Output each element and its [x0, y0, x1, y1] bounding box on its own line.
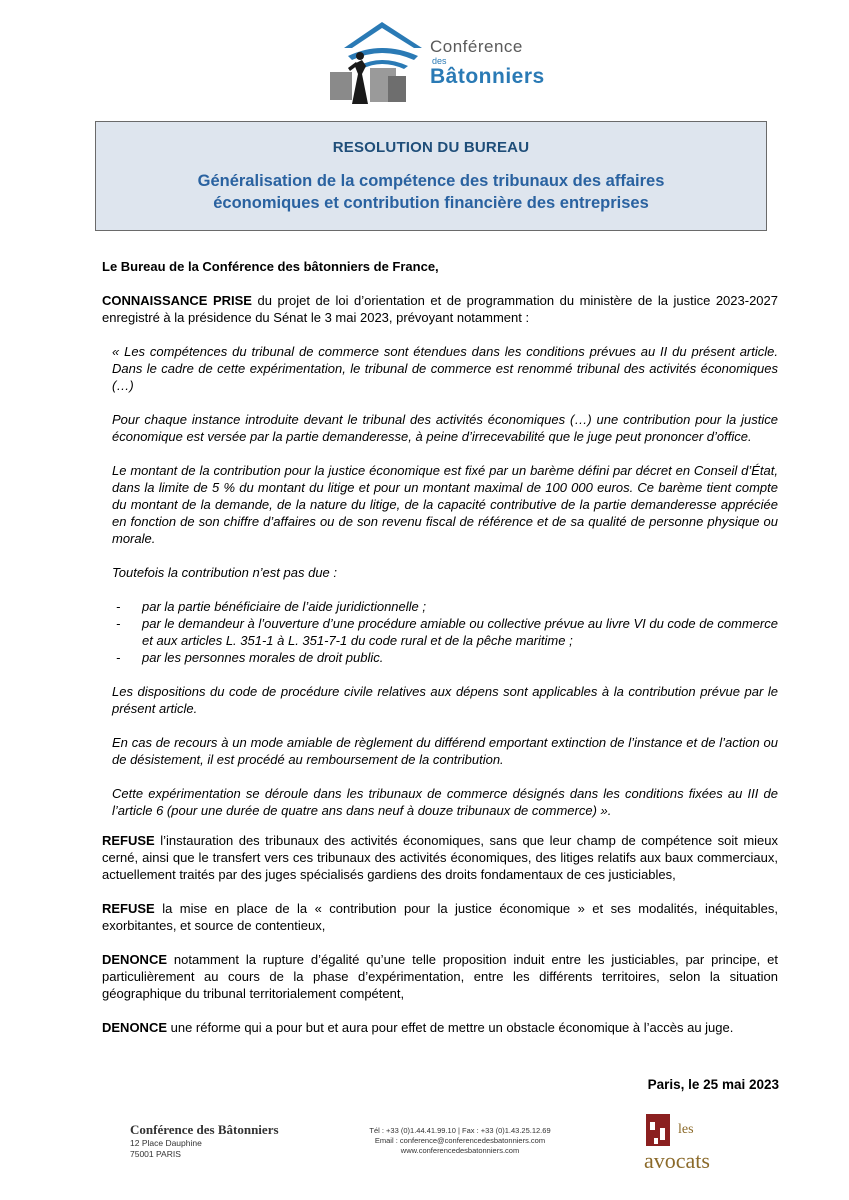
quote-paragraph-1: « Les compétences du tribunal de commerce sont étendues dans les conditions prévues au II du présent article. Dans le cadre de cette expérimentation, le tribunal de commerce est renommé tribunal des activités économiques (…)	[112, 344, 778, 393]
list-item	[102, 598, 778, 615]
quote-paragraph-7: Cette expérimentation se déroule dans les tribunaux de commerce désignés dans les conditions fixées au III de l’article 6 (pour une durée de quatre ans dans neuf à douze tribunaux de commerce) ».	[112, 786, 778, 818]
bullet-dash: -	[116, 650, 121, 665]
footer-address-block	[130, 1122, 279, 1160]
footer-email: Email : conference@conferencedesbatonniers.com	[374, 1136, 546, 1145]
quote-paragraph-4: Toutefois la contribution n’est pas due :	[112, 565, 337, 580]
logo-wordmark	[430, 38, 545, 88]
paragraph-connaissance	[102, 292, 778, 326]
bullet-text: par le demandeur à l’ouverture d’une procédure amiable ou collective prévue au livre VI du code de commerce et aux articles L. 351-1 à L. 351-7-1 du code rural et de la pêche maritime ;	[142, 616, 778, 648]
paragraph-refuse-1	[102, 832, 778, 883]
resolution-body	[102, 258, 778, 1036]
footer-address-line-1: 12 Place Dauphine	[130, 1138, 202, 1148]
footer-org-name: Conférence des Bâtonniers	[130, 1122, 279, 1137]
footer-website: www.conferencedesbatonniers.com	[400, 1146, 520, 1155]
signature-date: Paris, le 25 mai 2023	[647, 1077, 779, 1092]
paragraph-denonce-2-text: une réforme qui a pour but et aura pour effet de mettre un obstacle économique à l’accès au juge.	[167, 1020, 734, 1035]
bullet-text: par la partie bénéficiaire de l’aide juridictionnelle ;	[142, 599, 427, 614]
resolution-title-box	[95, 121, 767, 231]
quote-paragraph-6: En cas de recours à un mode amiable de règlement du différend emportant extinction de l’instance et de l’action ou de désistement, il est procédé au remboursement de la contribution.	[112, 735, 778, 767]
quote-paragraph-3: Le montant de la contribution pour la justice économique est fixé par un barème défini par décret en Conseil d’État, dans la limite de 5 % du montant du litige et pour un montant maximal de 100 000 euros. Ce barème tient compte du montant de la demande, de la nature du litige, de la capacité contributive de la partie demanderesse appréciée en fonction de son chiffre d’affaires ou de son revenu fiscal de référence et de sa qualité de personne physique ou morale.	[112, 463, 778, 546]
les-avocats-logo	[640, 1108, 750, 1180]
resolution-title: RESOLUTION DU BUREAU	[332, 139, 530, 156]
partner-line-avocats: avocats	[644, 1148, 710, 1173]
intro-line: Le Bureau de la Conférence des bâtonniers de France,	[102, 259, 439, 274]
keyword-connaissance: CONNAISSANCE PRISE	[102, 293, 252, 308]
paragraph-denonce-2	[102, 1019, 778, 1036]
quote-paragraph-2: Pour chaque instance introduite devant le tribunal des activités économiques (…) une contribution pour la justice économique est versée par la partie demanderesse, à peine d’irrecevabilité que le juge peut prononcer d’office.	[112, 412, 778, 444]
list-item	[102, 649, 778, 666]
paragraph-denonce-1-text: notamment la rupture d’égalité qu’une telle proposition induit entre les justiciables, par principe, et particulièrement au cours de la phase d’expérimentation, entre les différents territoires, selon la situation géographique du tribunal territorialement compétent,	[102, 952, 778, 1001]
keyword-denonce: DENONCE	[102, 1020, 168, 1035]
paragraph-refuse-2	[102, 900, 778, 934]
bullet-text: par les personnes morales de droit public.	[142, 650, 384, 665]
paragraph-refuse-2-text: la mise en place de la « contribution pour la justice économique » et ses modalités, inéquitables, exorbitantes, et source de contentieux,	[102, 901, 778, 933]
keyword-refuse: REFUSE	[102, 833, 155, 848]
bullet-dash: -	[116, 599, 121, 614]
paragraph-connaissance-text: du projet de loi d’orientation et de programmation du ministère de la justice 2023-2027 enregistré à la présidence du Sénat le 3 mai 2023, prévoyant notamment :	[102, 293, 779, 325]
partner-line-les: les	[678, 1122, 694, 1137]
paragraph-refuse-1-text: l’instauration des tribunaux des activités économiques, sans que leur champ de compétence soit mieux cerné, ainsi que le transfert vers ces tribunaux des activités économiques, des litiges relatifs aux baux commerciaux, actuellement traités par des juges spécialisés gardiens des droits fondamentaux de ces justiciables,	[102, 833, 778, 882]
logo-line-des: des	[432, 56, 447, 66]
footer-phone: Tél : +33 (0)1.44.41.99.10 | Fax : +33 (0)1.43.25.12.69	[369, 1126, 551, 1135]
paragraph-denonce-1	[102, 951, 778, 1002]
quote-paragraph-5: Les dispositions du code de procédure civile relatives aux dépens sont applicables à la contribution prévue par le présent article.	[112, 684, 778, 716]
batonniers-emblem-icon	[322, 16, 432, 116]
keyword-denonce: DENONCE	[102, 952, 168, 967]
footer-contact-block	[340, 1126, 580, 1156]
logo-line-conference: Conférence	[430, 37, 523, 56]
list-item	[102, 615, 778, 649]
bullet-dash: -	[116, 616, 121, 631]
keyword-refuse: REFUSE	[102, 901, 155, 916]
resolution-subtitle: Généralisation de la compétence des tribunaux des affaires économiques et contribution financière des entreprises	[197, 172, 665, 212]
footer-address-line-2: 75001 PARIS	[130, 1149, 181, 1159]
logo-line-batonniers: Bâtonniers	[430, 65, 545, 88]
